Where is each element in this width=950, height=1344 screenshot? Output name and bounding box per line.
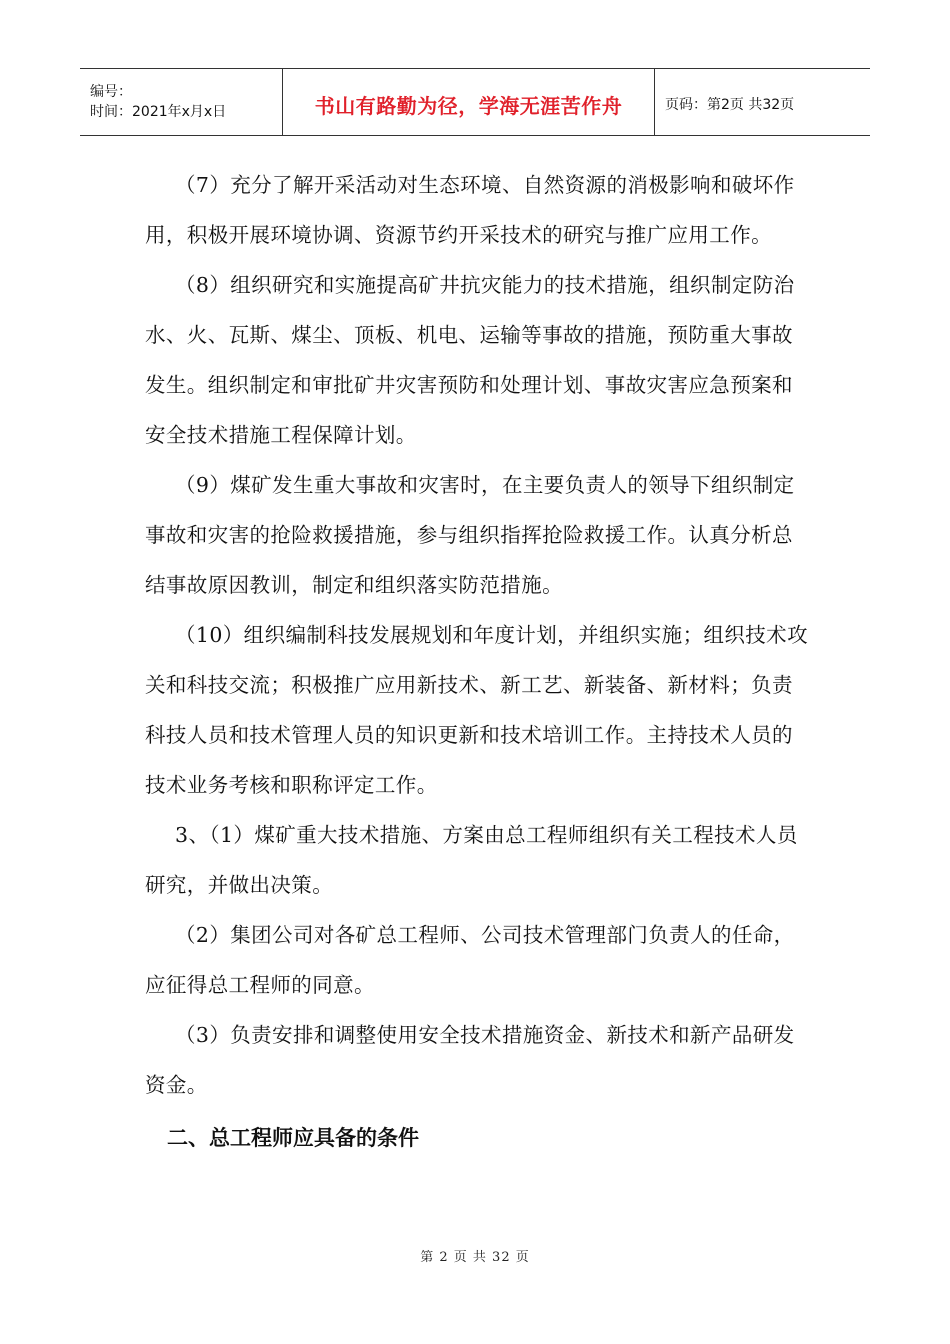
paragraph-8: （8）组织研究和实施提高矿井抗灾能力的技术措施，组织制定防治水、火、瓦斯、煤尘、顶板、机电、运输等事故的措施，预防重大事故发生。组织制定和审批矿井灾害预防和处理计划、事故灾害应急预案和安全技术措施工程保障计划。 — [145, 273, 795, 447]
paragraph-3-3: （3）负责安排和调整使用安全技术措施资金、新技术和新产品研发资金。 — [145, 1023, 795, 1097]
paragraph-10: （10）组织编制科技发展规划和年度计划，并组织实施；组织技术攻关和科技交流；积极推广应用新技术、新工艺、新装备、新材料；负责科技人员和技术管理人员的知识更新和技术培训工作。主持技术人员的技术业务考核和职称评定工作。 — [145, 623, 808, 797]
header-motto-cell — [283, 69, 655, 135]
section-heading: 二、总工程师应具备的条件 — [167, 1126, 419, 1150]
time-label: 时间：2021年x月x日 — [90, 104, 227, 120]
paragraph-3-1: 3、（1）煤矿重大技术措施、方案由总工程师组织有关工程技术人员研究，并做出决策。 — [145, 823, 798, 897]
page-info: 页码：第2页 共32页 — [665, 97, 795, 113]
document-header — [80, 68, 870, 136]
page-footer: 第 2 页 共 32 页 — [420, 1250, 530, 1265]
paragraph-3-2: （2）集团公司对各矿总工程师、公司技术管理部门负责人的任命，应征得总工程师的同意。 — [145, 923, 795, 997]
paragraph-9: （9）煤矿发生重大事故和灾害时，在主要负责人的领导下组织制定事故和灾害的抢险救援措施，参与组织指挥抢险救援工作。认真分析总结事故原因教训，制定和组织落实防范措施。 — [145, 473, 795, 597]
paragraph-7: （7）充分了解开采活动对生态环境、自然资源的消极影响和破坏作用，积极开展环境协调、资源节约开采技术的研究与推广应用工作。 — [145, 173, 795, 247]
number-label: 编号： — [90, 84, 132, 100]
header-meta — [80, 69, 283, 135]
header-page-info-cell — [655, 69, 870, 135]
motto: 书山有路勤为径，学海无涯苦作舟 — [314, 93, 623, 118]
document-body — [145, 160, 810, 1163]
